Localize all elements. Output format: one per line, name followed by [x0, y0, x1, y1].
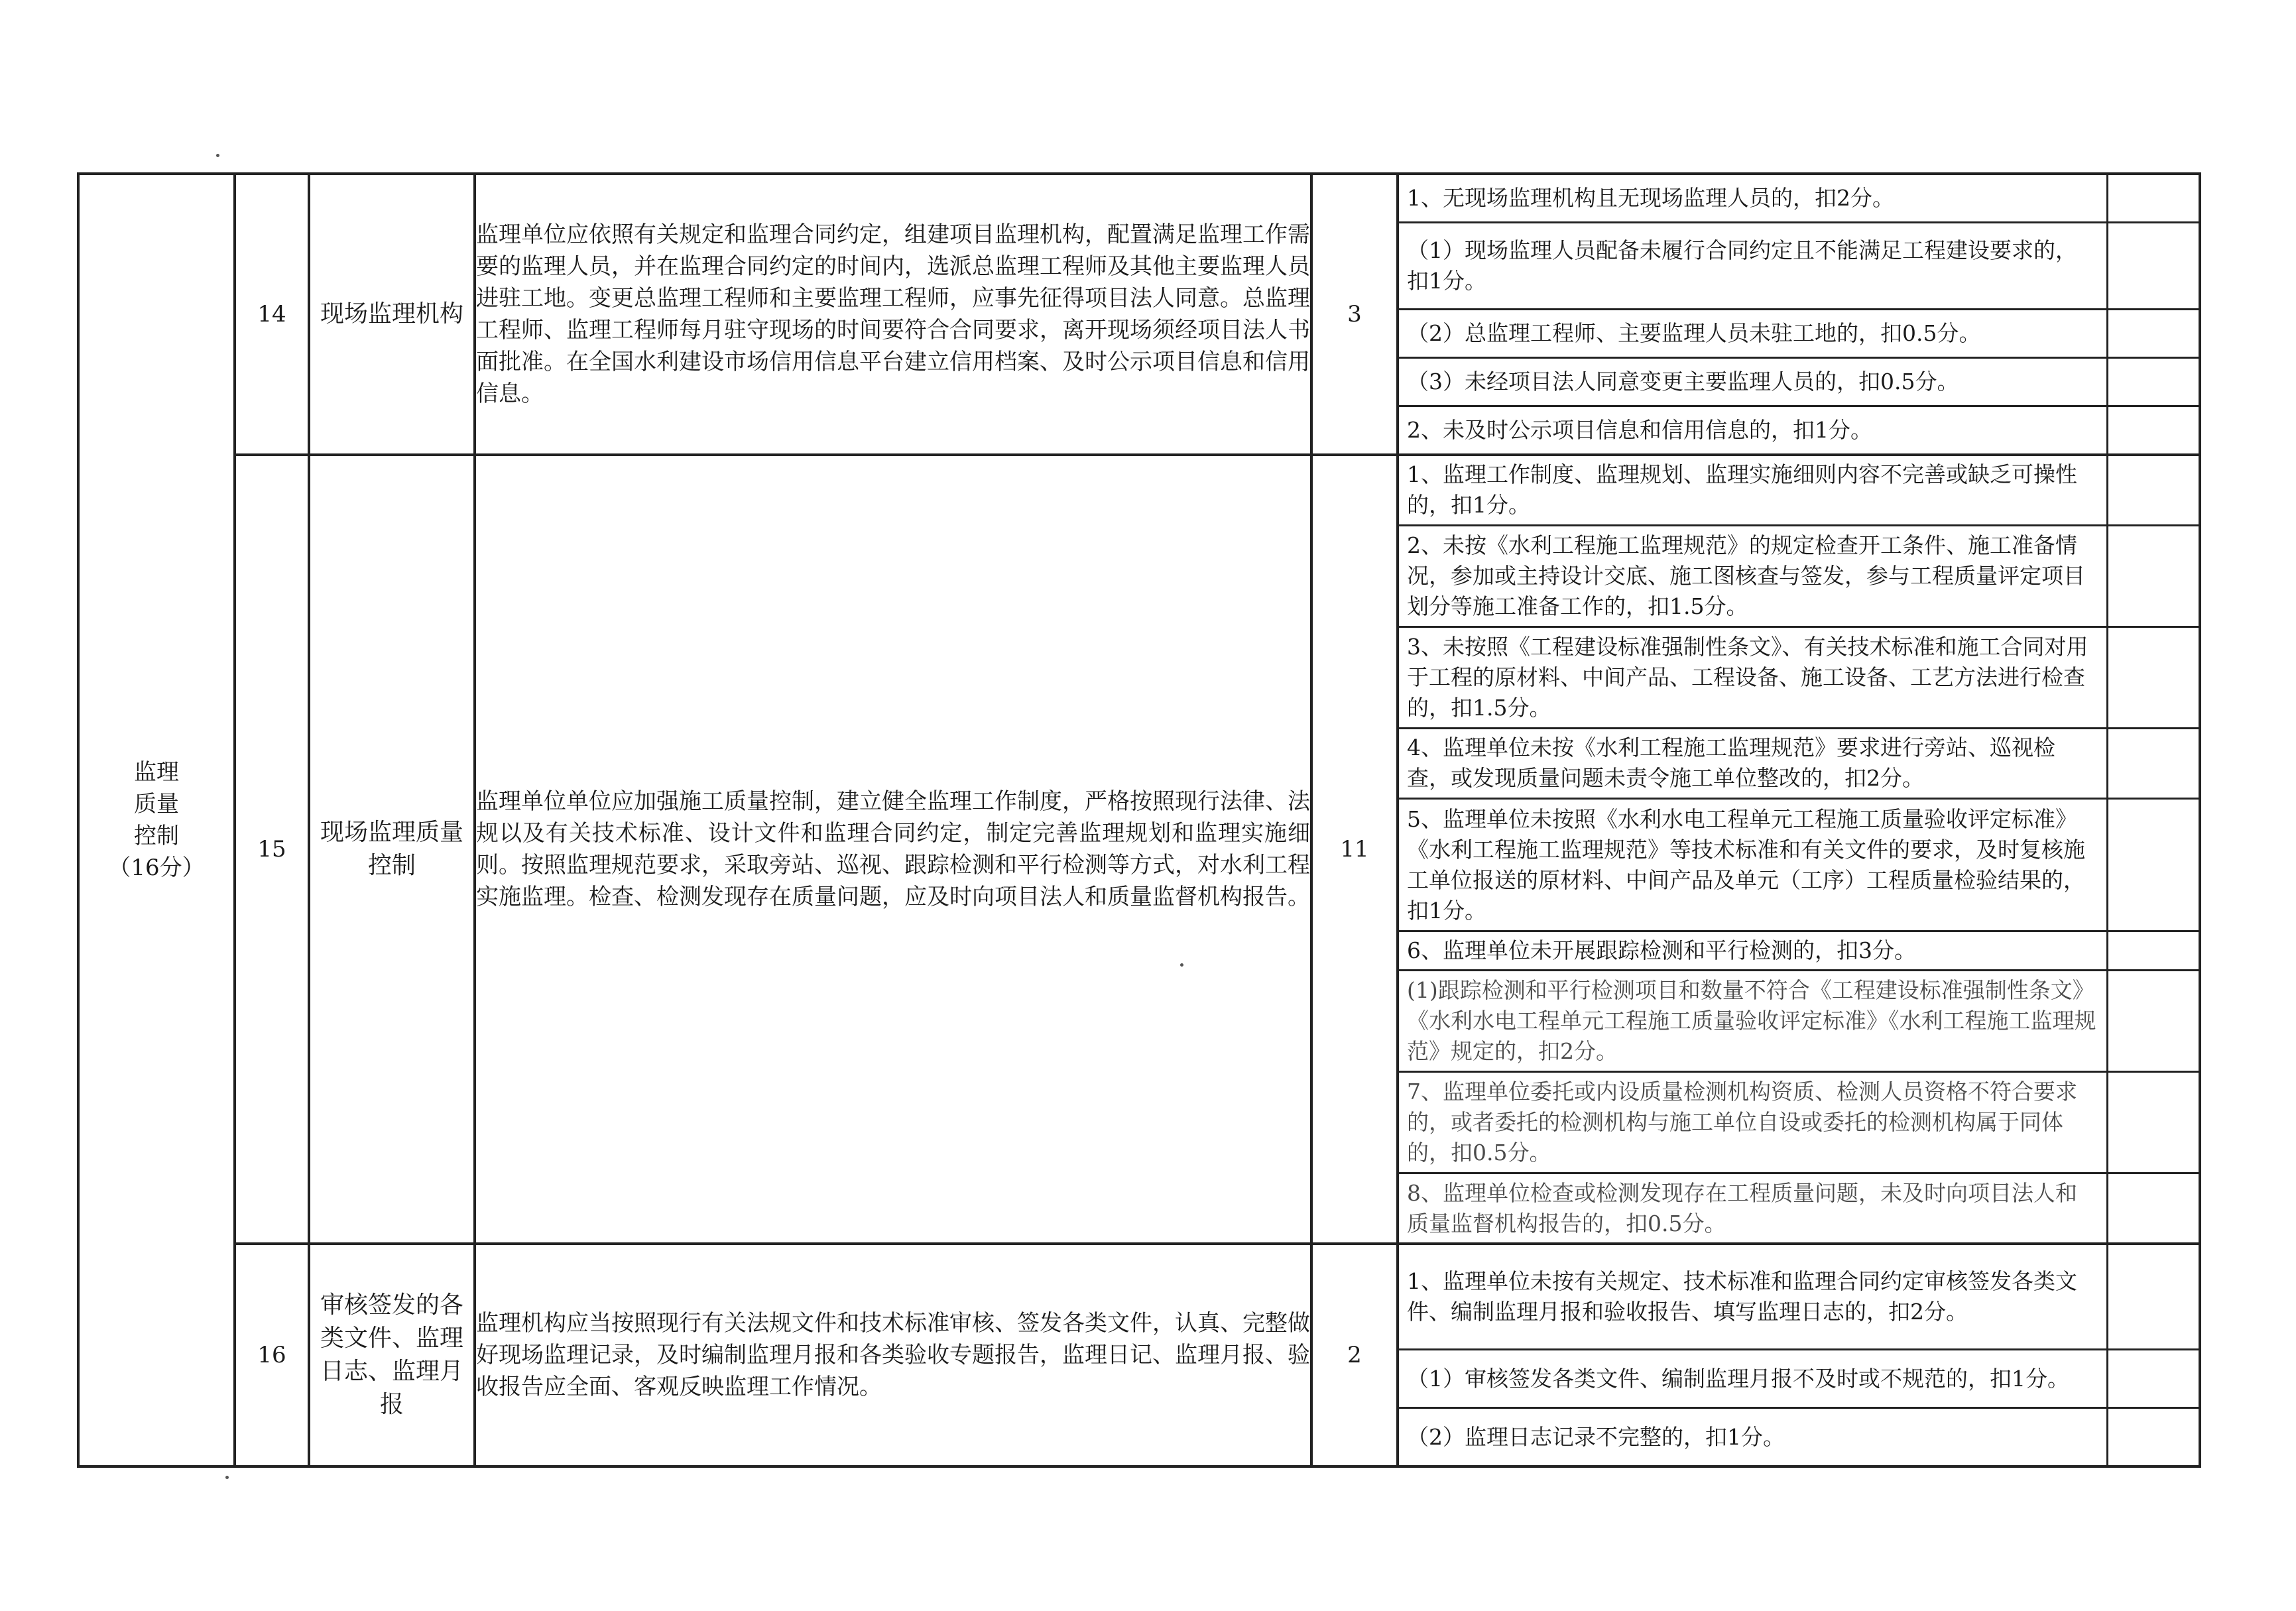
score-value: 2 [1311, 1244, 1398, 1466]
deduction-rule: 2、未按《水利工程施工监理规范》的规定检查开工条件、施工准备情况，参加或主持设计交底、施工图核查与签发，参与工程质量评定项目划分等施工准备工作的，扣1.5分。 [1399, 525, 2108, 626]
row-number: 16 [235, 1244, 309, 1466]
deduction-blank-cell [2108, 525, 2199, 626]
deduction-blank-cell [2108, 931, 2199, 971]
supervision-quality-table [77, 172, 2201, 1468]
deduction-blank-cell [2108, 406, 2199, 453]
category-line: 监理 [134, 759, 179, 786]
deduction-blank-cell [2108, 1408, 2199, 1465]
deduction-blank-cell [2108, 456, 2199, 525]
deduction-rule: 6、监理单位未开展跟踪检测和平行检测的，扣3分。 [1399, 931, 2108, 971]
deduction-rules [1399, 1245, 2199, 1465]
deduction-rules [1399, 456, 2199, 1242]
deduction-blank-cell [2108, 222, 2199, 310]
deduction-blank-cell [2108, 310, 2199, 358]
item-name: 审核签发的各类文件、监理日志、监理月报 [309, 1244, 475, 1466]
deduction-rule: 7、监理单位委托或内设质量检测机构资质、检测人员资格不符合要求的，或者委托的检测机构与施工单位自设或委托的检测机构属于同体的，扣0.5分。 [1399, 1072, 2108, 1173]
requirement-text: 监理机构应当按照现行有关法规文件和技术标准审核、签发各类文件，认真、完整做好现场监理记录，及时编制监理月报和各类验收专题报告，监理日记、监理月报、验收报告应全面、客观反映监理工作情况。 [475, 1244, 1311, 1466]
deduction-blank-cell [2108, 358, 2199, 406]
category-score: （16分） [108, 855, 205, 881]
deduction-rule: 3、未按照《工程建设标准强制性条文》、有关技术标准和施工合同对用于工程的原材料、中间产品、工程设备、施工设备、工艺方法进行检查的，扣1.5分。 [1399, 626, 2108, 728]
requirement-text: 监理单位应依照有关规定和监理合同约定，组建项目监理机构，配置满足监理工作需要的监理人员，并在监理合同约定的时间内，选派总监理工程师及其他主要监理人员进驻工地。变更总监理工程师和主要监理工程师，应事先征得项目法人同意。总监理工程师、监理工程师每月驻守现场的时间要符合合同要求，离开现场须经项目法人书面批准。在全国水利建设市场信用信息平台建立信用档案、及时公示项目信息和信用信息。 [475, 174, 1311, 455]
scan-speck [216, 154, 219, 157]
item-name: 现场监理质量控制 [309, 455, 475, 1244]
deduction-rule: 2、未及时公示项目信息和信用信息的，扣1分。 [1399, 406, 2108, 453]
deduction-blank-cell [2108, 1349, 2199, 1407]
table-row-16 [78, 1244, 2200, 1466]
row-number: 14 [235, 174, 309, 455]
table-row-14 [78, 174, 2200, 455]
table-row-15 [78, 455, 2200, 1244]
deduction-rules-cell [1398, 174, 2200, 455]
deduction-blank-cell [2108, 1245, 2199, 1349]
category-cell [78, 174, 235, 1466]
requirement-text: 监理单位单位应加强施工质量控制，建立健全监理工作制度，严格按照现行法律、法规以及有关技术标准、设计文件和监理合同约定，制定完善监理规划和监理实施细则。按照监理规范要求，采取旁站、巡视、跟踪检测和平行检测等方式，对水利工程实施监理。检查、检测发现存在质量问题，应及时向项目法人和质量监督机构报告。 [475, 455, 1311, 1244]
score-value: 11 [1311, 455, 1398, 1244]
deduction-rule: （1）现场监理人员配备未履行合同约定且不能满足工程建设要求的，扣1分。 [1399, 222, 2108, 310]
deduction-rule: （1）审核签发各类文件、编制监理月报不及时或不规范的，扣1分。 [1399, 1349, 2108, 1407]
deduction-rule: （2）总监理工程师、主要监理人员未驻工地的，扣0.5分。 [1399, 310, 2108, 358]
deduction-rules-cell [1398, 1244, 2200, 1466]
deduction-rule: 1、无现场监理机构且无现场监理人员的，扣2分。 [1399, 175, 2108, 222]
deduction-rule: (1)跟踪检测和平行检测项目和数量不符合《工程建设标准强制性条文》《水利水电工程单元工程施工质量验收评定标准》《水利工程施工监理规范》规定的，扣2分。 [1399, 970, 2108, 1071]
deduction-rule: 4、监理单位未按《水利工程施工监理规范》要求进行旁站、巡视检查，或发现质量问题未责令施工单位整改的，扣2分。 [1399, 729, 2108, 799]
item-name: 现场监理机构 [309, 174, 475, 455]
deduction-rule: （3）未经项目法人同意变更主要监理人员的，扣0.5分。 [1399, 358, 2108, 406]
score-value: 3 [1311, 174, 1398, 455]
deduction-rule: 8、监理单位检查或检测发现存在工程质量问题，未及时向项目法人和质量监督机构报告的，扣0.5分。 [1399, 1173, 2108, 1242]
deduction-rules-cell [1398, 455, 2200, 1244]
row-number: 15 [235, 455, 309, 1244]
deduction-rule: 1、监理单位未按有关规定、技术标准和监理合同约定审核签发各类文件、编制监理月报和验收报告、填写监理日志的，扣2分。 [1399, 1245, 2108, 1349]
deduction-rules [1399, 175, 2199, 453]
deduction-rule: （2）监理日志记录不完整的，扣1分。 [1399, 1408, 2108, 1465]
deduction-blank-cell [2108, 1173, 2199, 1242]
deduction-blank-cell [2108, 626, 2199, 728]
category-line: 控制 [134, 823, 179, 849]
deduction-rule: 5、监理单位未按照《水利水电工程单元工程施工质量验收评定标准》《水利工程施工监理规范》等技术标准和有关文件的要求，及时复核施工单位报送的原材料、中间产品及单元（工序）工程质量检验结果的，扣1分。 [1399, 798, 2108, 931]
deduction-blank-cell [2108, 175, 2199, 222]
deduction-blank-cell [2108, 729, 2199, 799]
deduction-blank-cell [2108, 970, 2199, 1071]
deduction-blank-cell [2108, 798, 2199, 931]
deduction-rule: 1、监理工作制度、监理规划、监理实施细则内容不完善或缺乏可操性的，扣1分。 [1399, 456, 2108, 525]
category-line: 质量 [134, 791, 179, 817]
scan-speck [225, 1476, 229, 1479]
deduction-blank-cell [2108, 1072, 2199, 1173]
